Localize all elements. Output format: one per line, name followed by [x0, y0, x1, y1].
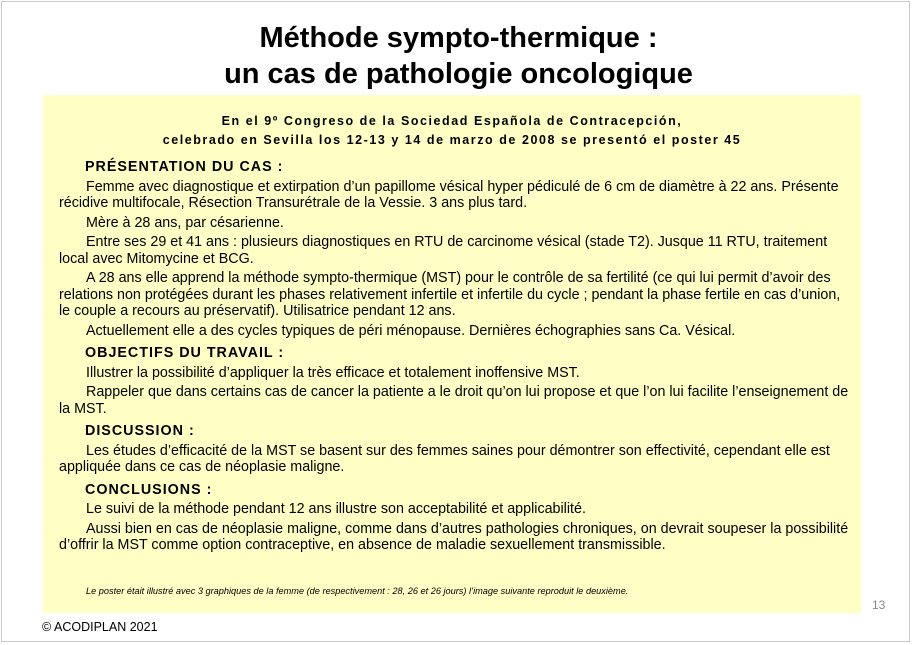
intro-line-2: celebrado en Sevilla los 12-13 y 14 de marzo de 2008 se presentó el poster 45 [162, 133, 742, 147]
objectives-heading: OBJECTIFS DU TRAVAIL : [85, 345, 285, 361]
conclusions-heading: CONCLUSIONS : [85, 481, 213, 498]
conclusions-paragraph: Le suivi de la méthode pendant 12 ans illustre son acceptabilité et applicabilité. [86, 501, 586, 517]
title-line-2: un cas de pathologie oncologique [224, 58, 693, 90]
presentation-paragraph: Actuellement elle a des cycles typiques de péri ménopause. Dernières échographies sans Ca. Vésical. [86, 322, 736, 339]
slide-title [2, 20, 913, 92]
content-body [59, 159, 853, 557]
presentation-paragraph: Mère à 28 ans, par césarienne. [86, 214, 284, 231]
intro-line-1: En el 9º Congreso de la Sociedad Española de Contracepción, [221, 114, 683, 128]
copyright-footer: © ACODIPLAN 2021 [42, 620, 158, 634]
slide [1, 1, 910, 642]
presentation-paragraph: Femme avec diagnostique et extirpation d’un papillome vésical hyper pédiculé de 6 cm de diamètre à 22 ans. Présente récidive multifocale, Résection Transurétrale de la Vessie. 3 ans plus tard. [59, 178, 839, 211]
presentation-paragraph: Entre ses 29 et 41 ans : plusieurs diagnostiques en RTU de carcinome vésical (stade T2). Jusque 11 RTU, traitement local avec Mitomycine et BCG. [59, 234, 828, 267]
objectives-paragraph: Rappeler que dans certains cas de cancer la patiente a le droit qu’on lui propose et que l’on lui facilite l’enseignement de la MST. [59, 384, 849, 417]
discussion-paragraph: Les études d’efficacité de la MST se basent sur des femmes saines pour démontrer son effectivité, cependant elle est appliquée dans ce cas de néoplasie maligne. [59, 442, 830, 475]
intro-text [43, 112, 861, 150]
page-number: 13 [872, 598, 886, 612]
conclusions-paragraph: Aussi bien en cas de néoplasie maligne, comme dans d’autres pathologies chroniques, on devrait soupeser la possibilité d’offrir la MST comme option contraceptive, en absence de maladie sexuellement transmissible. [59, 520, 849, 553]
title-line-1: Méthode sympto-thermique : [259, 22, 658, 54]
discussion-heading: DISCUSSION : [85, 423, 195, 439]
presentation-heading: PRÉSENTATION DU CAS : [85, 159, 284, 175]
footnote: Le poster était illustré avec 3 graphiques de la femme (de respectivement : 28, 26 et 26 jours) l’image suivante reproduit le deuxième. [86, 586, 629, 596]
presentation-paragraph: A 28 ans elle apprend la méthode sympto-thermique (MST) pour le contrôle de sa fertilité (ce qui lui permit d’avoir des relations non protégées durant les phases relativement infertile et infertile du cycle ; pendant la phase fertile en cas d’union, le couple a recours au préservatif). Utilisatrice pendant 12 ans. [59, 270, 841, 319]
content-box [43, 95, 861, 613]
objectives-paragraph: Illustrer la possibilité d’appliquer la très efficace et totalement inoffensive MST. [86, 364, 580, 381]
